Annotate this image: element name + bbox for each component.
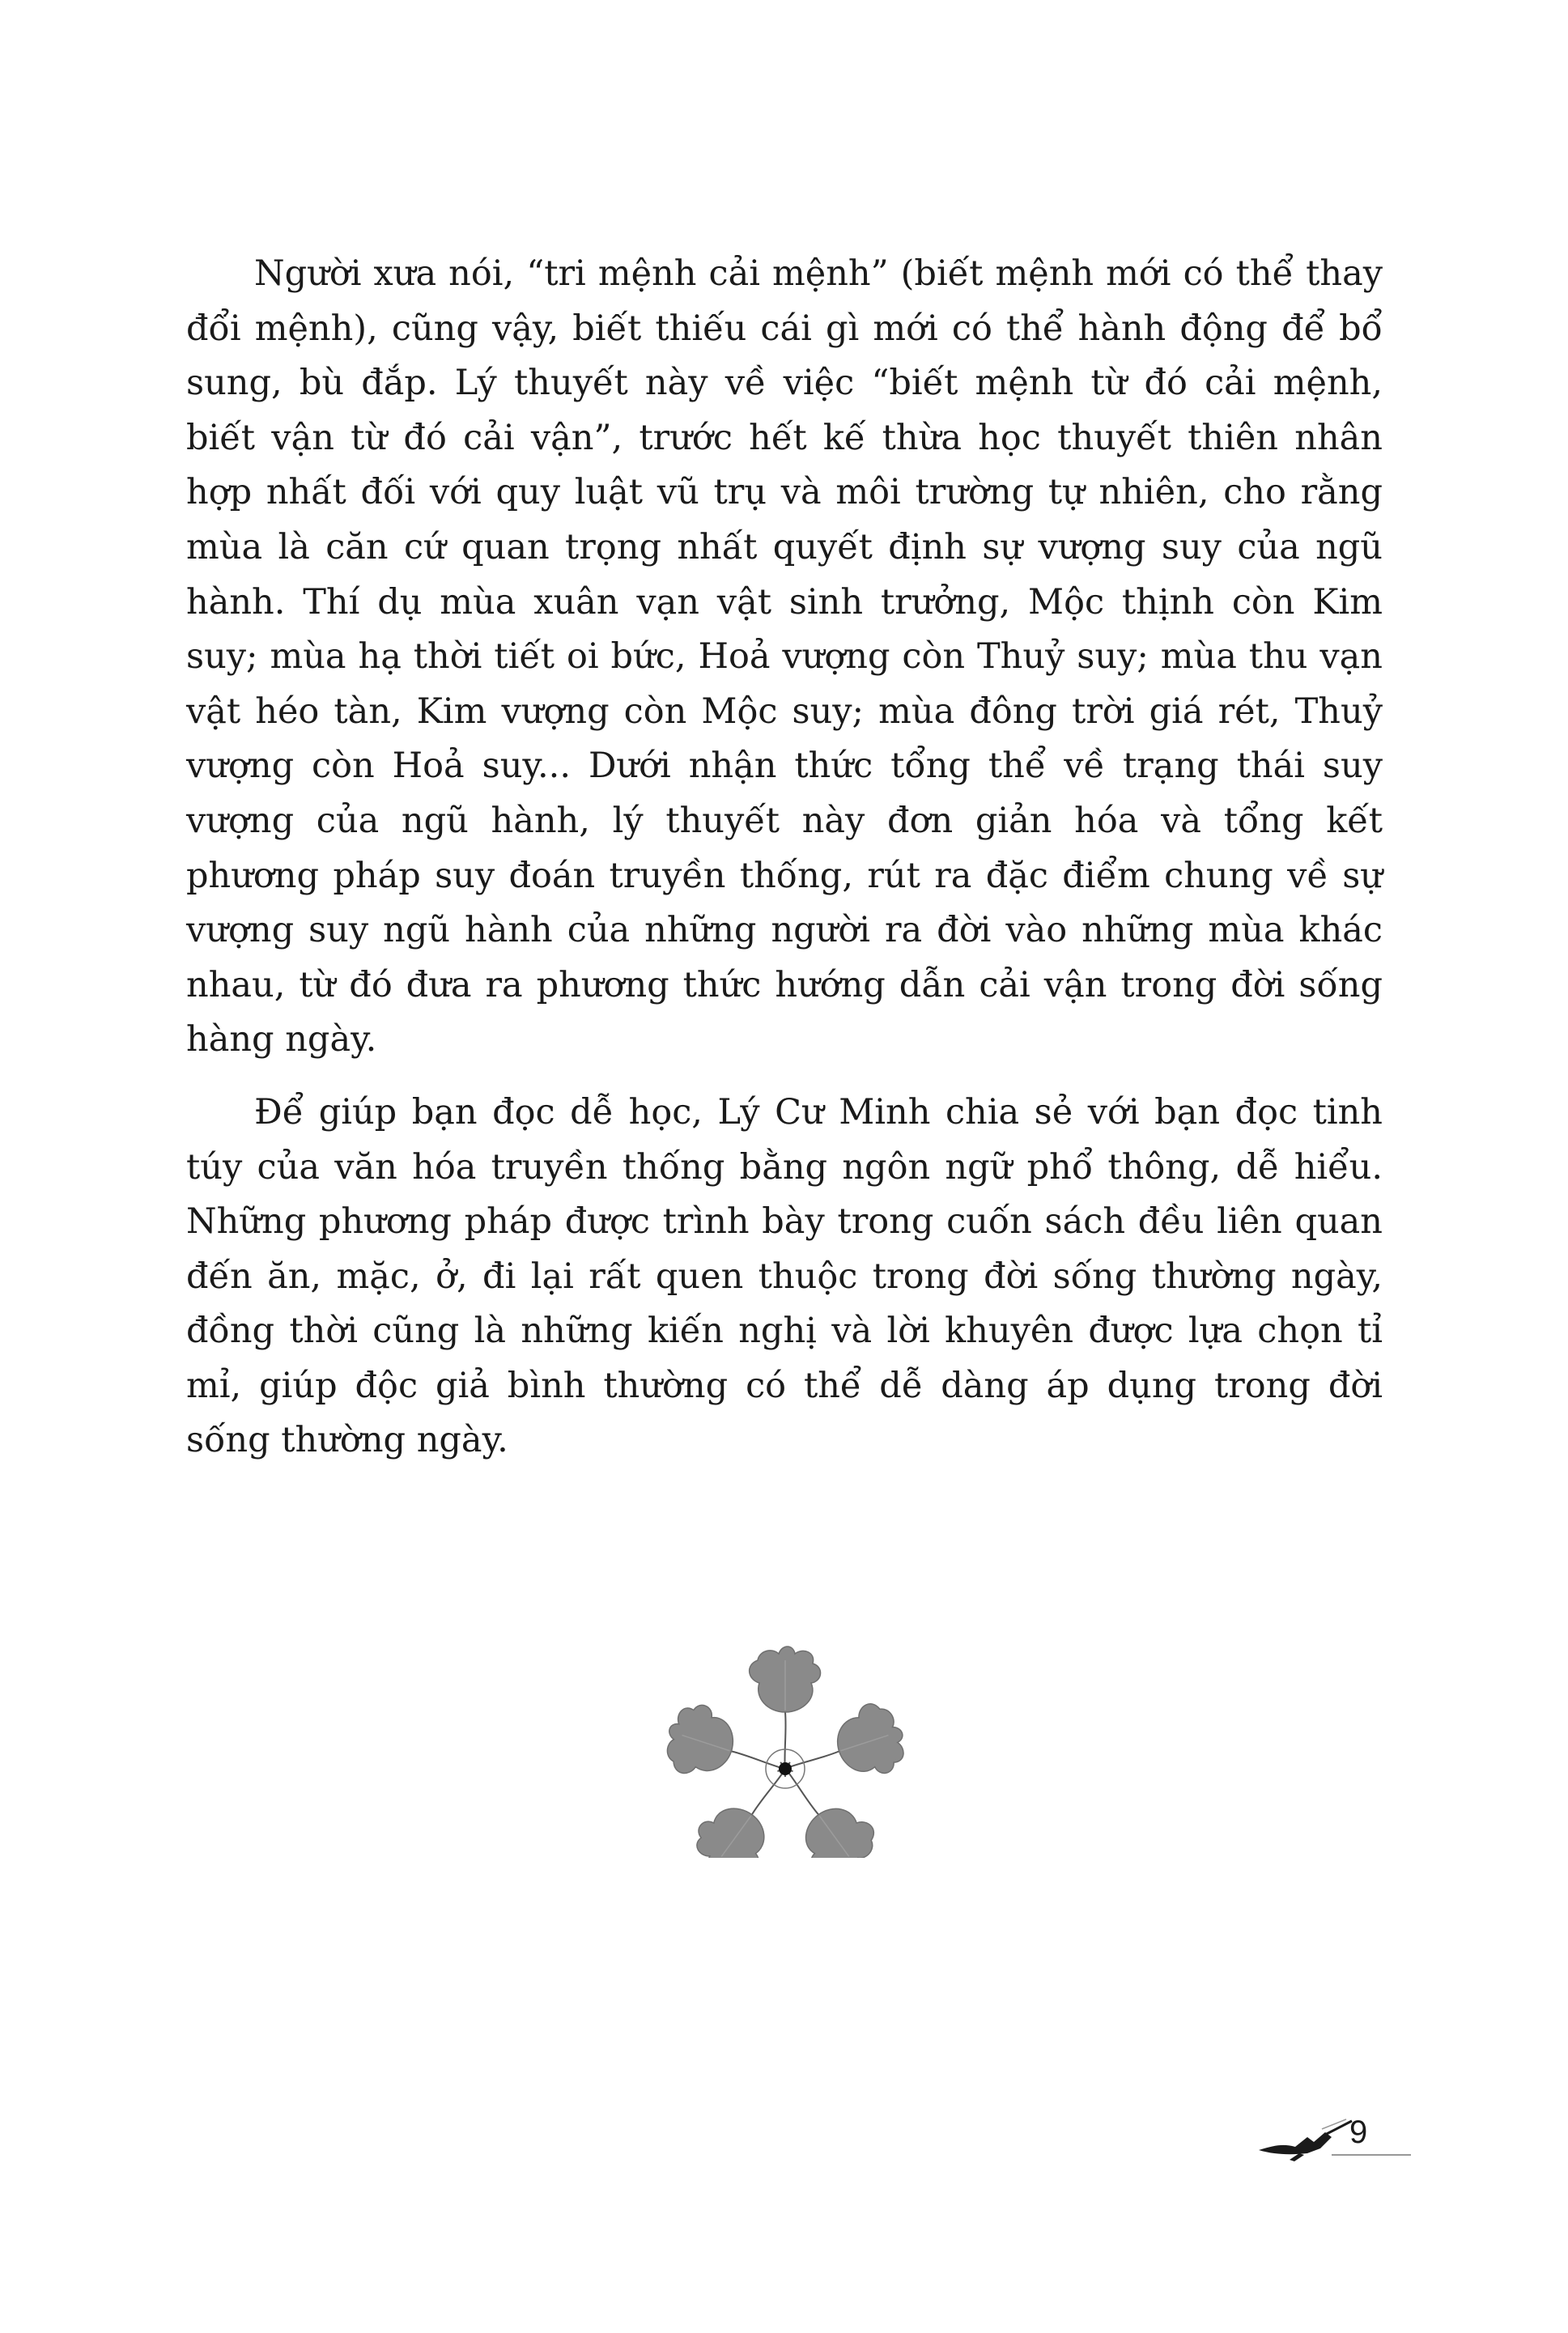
page-number: 9 <box>1349 2114 1368 2150</box>
paragraph-2: Để giúp bạn đọc dễ học, Lý Cư Minh chia sẻ với bạn đọc tinh túy của văn hóa truyền thống bằng ngôn ngữ phổ thông, dễ hiểu. Những phương pháp được trình bày trong cuốn sách đều liên quan đến ăn, mặc, ở, đi lại rất quen thuộc trong đời sống thường ngày, đồng thời cũng là những kiến nghị và lời khuyên được lựa chọn tỉ mỉ, giúp độc giả bình thường có thể dễ dàng áp dụng trong đời sống thường ngày. <box>186 1091 1383 1461</box>
body-text <box>186 247 1383 1486</box>
paragraph-1: Người xưa nói, “tri mệnh cải mệnh” (biết mệnh mới có thể thay đổi mệnh), cũng vậy, biết thiếu cái gì mới có thể hành động để bổ sung, bù đắp. Lý thuyết này về việc “biết mệnh từ đó cải mệnh, biết vận từ đó cải vận”, trước hết kế thừa học thuyết thiên nhân hợp nhất đối với quy luật vũ trụ và môi trường tự nhiên, cho rằng mùa là căn cứ quan trọng nhất quyết định sự vượng suy của ngũ hành. Thí dụ mùa xuân vạn vật sinh trưởng, Mộc thịnh còn Kim suy; mùa hạ thời tiết oi bức, Hoả vượng còn Thuỷ suy; mùa thu vạn vật héo tàn, Kim vượng còn Mộc suy; mùa đông trời giá rét, Thuỷ vượng còn Hoả suy... Dưới nhận thức tổng thể về trạng thái suy vượng của ngũ hành, lý thuyết này đơn giản hóa và tổng kết phương pháp suy đoán truyền thống, rút ra đặc điểm chung về sự vượng suy ngũ hành của những người ra đời vào những mùa khác nhau, từ đó đưa ra phương thức hướng dẫn cải vận trong đời sống hàng ngày. <box>186 253 1383 1060</box>
flying-figure-icon <box>1251 2113 1413 2169</box>
leaf-pinwheel-ornament-icon <box>664 1615 907 1858</box>
